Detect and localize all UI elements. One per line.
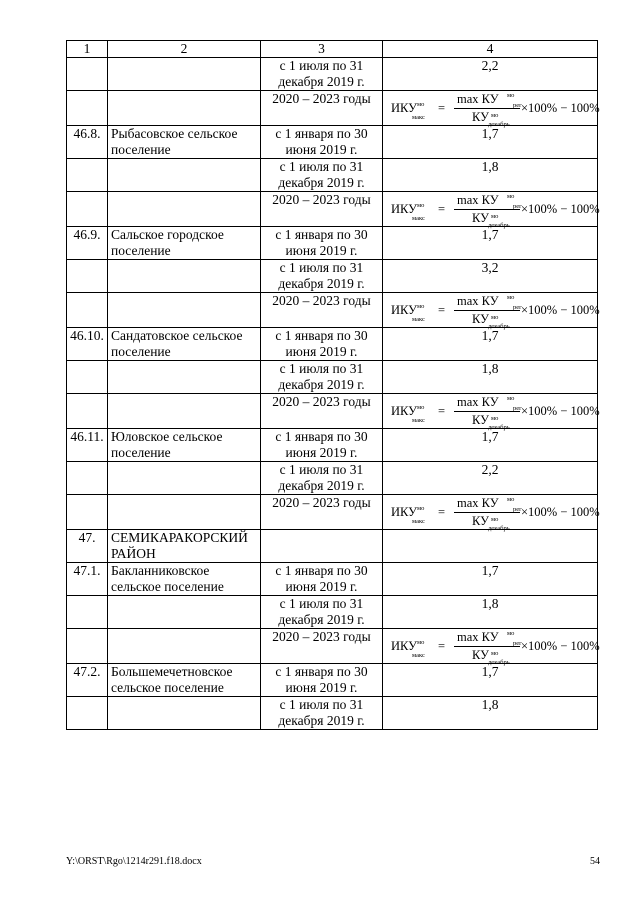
period-cell: с 1 января по 30 июня 2019 г. bbox=[261, 126, 383, 159]
value-cell: 1,7 bbox=[383, 126, 598, 159]
formula-numerator: max КУ bbox=[457, 193, 499, 207]
settlement-name bbox=[108, 293, 261, 328]
formula-denominator-sup: мо bbox=[491, 516, 499, 523]
formula-lhs-sup: мо bbox=[416, 202, 425, 209]
period-cell: 2020 – 2023 годы bbox=[261, 394, 383, 429]
formula-numerator-sub: рег bbox=[513, 102, 522, 109]
period-cell: 2020 – 2023 годы bbox=[261, 629, 383, 664]
formula-cell bbox=[383, 495, 598, 530]
table-row bbox=[67, 664, 598, 697]
formula-denominator: КУ bbox=[472, 648, 489, 662]
formula-denominator: КУ bbox=[472, 312, 489, 326]
empty-cell bbox=[261, 530, 383, 563]
value-cell: 1,8 bbox=[383, 361, 598, 394]
settlement-name: Бакланниковское сельское поселение bbox=[108, 563, 261, 596]
settlement-name: Рыбасовское сельское поселение bbox=[108, 126, 261, 159]
formula-numerator-sup: мо bbox=[507, 92, 515, 99]
index-formula bbox=[386, 394, 600, 431]
row-number bbox=[67, 394, 108, 429]
value-cell: 1,8 bbox=[383, 159, 598, 192]
formula-denominator-sup: мо bbox=[491, 112, 499, 119]
index-formula bbox=[386, 293, 600, 330]
formula-tail: ×100% − 100% bbox=[521, 639, 600, 653]
row-number: 46.8. bbox=[67, 126, 108, 159]
value-cell: 2,2 bbox=[383, 58, 598, 91]
table-row bbox=[67, 394, 598, 429]
formula-tail: ×100% − 100% bbox=[521, 404, 600, 418]
formula-cell bbox=[383, 91, 598, 126]
formula-denominator: КУ bbox=[472, 413, 489, 427]
header-col-4: 4 bbox=[383, 41, 598, 58]
row-number bbox=[67, 58, 108, 91]
formula-numerator: max КУ bbox=[457, 496, 499, 510]
table-row bbox=[67, 697, 598, 730]
table-row bbox=[67, 361, 598, 394]
formula-denominator: КУ bbox=[472, 514, 489, 528]
index-formula bbox=[386, 629, 600, 666]
table-row bbox=[67, 328, 598, 361]
row-number bbox=[67, 495, 108, 530]
table-row bbox=[67, 260, 598, 293]
period-cell: с 1 июля по 31 декабря 2019 г. bbox=[261, 260, 383, 293]
formula-denominator-sup: мо bbox=[491, 314, 499, 321]
value-cell: 1,7 bbox=[383, 227, 598, 260]
index-formula bbox=[386, 192, 600, 229]
row-number: 47.1. bbox=[67, 563, 108, 596]
formula-lhs-sup: мо bbox=[416, 101, 425, 108]
formula-lhs-sub: макс bbox=[412, 417, 425, 424]
formula-denominator-sub: декабрь bbox=[488, 323, 510, 330]
settlement-name bbox=[108, 629, 261, 664]
period-cell: с 1 июля по 31 декабря 2019 г. bbox=[261, 462, 383, 495]
formula-lhs-sup: мо bbox=[416, 404, 425, 411]
formula-numerator-sup: мо bbox=[507, 193, 515, 200]
value-cell: 1,7 bbox=[383, 429, 598, 462]
period-cell: с 1 января по 30 июня 2019 г. bbox=[261, 563, 383, 596]
header-col-3: 3 bbox=[261, 41, 383, 58]
settlement-name bbox=[108, 58, 261, 91]
row-number bbox=[67, 361, 108, 394]
settlement-name bbox=[108, 697, 261, 730]
settlement-name bbox=[108, 260, 261, 293]
row-number bbox=[67, 293, 108, 328]
row-number: 47. bbox=[67, 530, 108, 563]
settlement-name bbox=[108, 495, 261, 530]
formula-numerator-sup: мо bbox=[507, 630, 515, 637]
settlement-name: Сальское городское поселение bbox=[108, 227, 261, 260]
footer-page-number: 54 bbox=[590, 856, 600, 867]
row-number: 46.9. bbox=[67, 227, 108, 260]
row-number bbox=[67, 629, 108, 664]
formula-numerator-sup: мо bbox=[507, 395, 515, 402]
value-cell: 1,7 bbox=[383, 328, 598, 361]
formula-denominator-sub: декабрь bbox=[488, 525, 510, 532]
formula-tail: ×100% − 100% bbox=[521, 505, 600, 519]
formula-numerator-sub: рег bbox=[513, 405, 522, 412]
district-name: СЕМИКАРАКОРСКИЙ РАЙОН bbox=[108, 530, 261, 563]
period-cell: 2020 – 2023 годы bbox=[261, 293, 383, 328]
row-number bbox=[67, 462, 108, 495]
header-col-1: 1 bbox=[67, 41, 108, 58]
period-cell: с 1 января по 30 июня 2019 г. bbox=[261, 429, 383, 462]
period-cell: с 1 июля по 31 декабря 2019 г. bbox=[261, 159, 383, 192]
formula-denominator-sup: мо bbox=[491, 415, 499, 422]
formula-numerator-sub: рег bbox=[513, 203, 522, 210]
formula-lhs-text: ИКУ bbox=[391, 202, 417, 216]
period-cell: 2020 – 2023 годы bbox=[261, 91, 383, 126]
row-number bbox=[67, 91, 108, 126]
formula-lhs-sup: мо bbox=[416, 505, 425, 512]
table-row bbox=[67, 159, 598, 192]
row-number bbox=[67, 596, 108, 629]
settlement-name bbox=[108, 394, 261, 429]
header-col-2: 2 bbox=[108, 41, 261, 58]
period-cell: с 1 января по 30 июня 2019 г. bbox=[261, 328, 383, 361]
formula-lhs-sup: мо bbox=[416, 303, 425, 310]
formula-tail: ×100% − 100% bbox=[521, 303, 600, 317]
formula-numerator-sub: рег bbox=[513, 640, 522, 647]
formula-lhs-sub: макс bbox=[412, 316, 425, 323]
formula-lhs-sub: макс bbox=[412, 652, 425, 659]
formula-lhs-text: ИКУ bbox=[391, 303, 417, 317]
formula-lhs-sup: мо bbox=[416, 639, 425, 646]
row-number bbox=[67, 697, 108, 730]
table-row bbox=[67, 227, 598, 260]
formula-lhs-text: ИКУ bbox=[391, 404, 417, 418]
formula-tail: ×100% − 100% bbox=[521, 101, 600, 115]
period-cell: 2020 – 2023 годы bbox=[261, 192, 383, 227]
table-row bbox=[67, 563, 598, 596]
table-row bbox=[67, 495, 598, 530]
formula-numerator: max КУ bbox=[457, 630, 499, 644]
value-cell: 3,2 bbox=[383, 260, 598, 293]
formula-numerator-sub: рег bbox=[513, 506, 522, 513]
formula-numerator-sub: рег bbox=[513, 304, 522, 311]
formula-cell bbox=[383, 394, 598, 429]
period-cell: с 1 июля по 31 декабря 2019 г. bbox=[261, 58, 383, 91]
formula-lhs-text: ИКУ bbox=[391, 505, 417, 519]
formula-numerator: max КУ bbox=[457, 294, 499, 308]
index-formula bbox=[386, 495, 600, 532]
formula-lhs-sub: макс bbox=[412, 215, 425, 222]
formula-equals: = bbox=[438, 202, 446, 216]
formula-lhs-sub: макс bbox=[412, 114, 425, 121]
value-cell: 1,8 bbox=[383, 596, 598, 629]
formula-equals: = bbox=[438, 303, 446, 317]
formula-denominator: КУ bbox=[472, 110, 489, 124]
table-row bbox=[67, 58, 598, 91]
value-cell: 2,2 bbox=[383, 462, 598, 495]
period-cell: с 1 января по 30 июня 2019 г. bbox=[261, 664, 383, 697]
settlement-name: Большемечетновское сельское поселение bbox=[108, 664, 261, 697]
formula-numerator: max КУ bbox=[457, 92, 499, 106]
formula-denominator: КУ bbox=[472, 211, 489, 225]
formula-lhs-text: ИКУ bbox=[391, 101, 417, 115]
table-row bbox=[67, 530, 598, 563]
formula-equals: = bbox=[438, 639, 446, 653]
formula-denominator-sub: декабрь bbox=[488, 424, 510, 431]
formula-lhs-text: ИКУ bbox=[391, 639, 417, 653]
formula-lhs-sub: макс bbox=[412, 518, 425, 525]
row-number: 46.10. bbox=[67, 328, 108, 361]
value-cell: 1,7 bbox=[383, 664, 598, 697]
settlement-name bbox=[108, 596, 261, 629]
table-row bbox=[67, 462, 598, 495]
period-cell: с 1 июля по 31 декабря 2019 г. bbox=[261, 697, 383, 730]
period-cell: 2020 – 2023 годы bbox=[261, 495, 383, 530]
tariff-table bbox=[66, 40, 598, 730]
table-row bbox=[67, 596, 598, 629]
table-row bbox=[67, 192, 598, 227]
header-row bbox=[67, 41, 598, 58]
row-number: 46.11. bbox=[67, 429, 108, 462]
period-cell: с 1 июля по 31 декабря 2019 г. bbox=[261, 361, 383, 394]
formula-equals: = bbox=[438, 101, 446, 115]
formula-equals: = bbox=[438, 505, 446, 519]
settlement-name bbox=[108, 462, 261, 495]
settlement-name bbox=[108, 361, 261, 394]
row-number bbox=[67, 192, 108, 227]
formula-cell bbox=[383, 293, 598, 328]
formula-numerator: max КУ bbox=[457, 395, 499, 409]
row-number: 47.2. bbox=[67, 664, 108, 697]
formula-numerator-sup: мо bbox=[507, 496, 515, 503]
table-row bbox=[67, 629, 598, 664]
formula-denominator-sup: мо bbox=[491, 650, 499, 657]
settlement-name bbox=[108, 91, 261, 126]
settlement-name: Юловское сельское поселение bbox=[108, 429, 261, 462]
formula-cell bbox=[383, 629, 598, 664]
settlement-name bbox=[108, 159, 261, 192]
formula-tail: ×100% − 100% bbox=[521, 202, 600, 216]
table-row bbox=[67, 293, 598, 328]
row-number bbox=[67, 260, 108, 293]
table-row bbox=[67, 429, 598, 462]
formula-denominator-sub: декабрь bbox=[488, 121, 510, 128]
formula-cell bbox=[383, 192, 598, 227]
settlement-name: Сандатовское сельское поселение bbox=[108, 328, 261, 361]
value-cell: 1,7 bbox=[383, 563, 598, 596]
index-formula bbox=[386, 91, 600, 128]
footer-file-path: Y:\ORST\Rgo\1214r291.f18.docx bbox=[66, 856, 202, 867]
period-cell: с 1 июля по 31 декабря 2019 г. bbox=[261, 596, 383, 629]
formula-equals: = bbox=[438, 404, 446, 418]
row-number bbox=[67, 159, 108, 192]
settlement-name bbox=[108, 192, 261, 227]
period-cell: с 1 января по 30 июня 2019 г. bbox=[261, 227, 383, 260]
formula-denominator-sub: декабрь bbox=[488, 222, 510, 229]
formula-denominator-sub: декабрь bbox=[488, 659, 510, 666]
table-row bbox=[67, 126, 598, 159]
value-cell: 1,8 bbox=[383, 697, 598, 730]
formula-denominator-sup: мо bbox=[491, 213, 499, 220]
table-row bbox=[67, 91, 598, 126]
formula-numerator-sup: мо bbox=[507, 294, 515, 301]
